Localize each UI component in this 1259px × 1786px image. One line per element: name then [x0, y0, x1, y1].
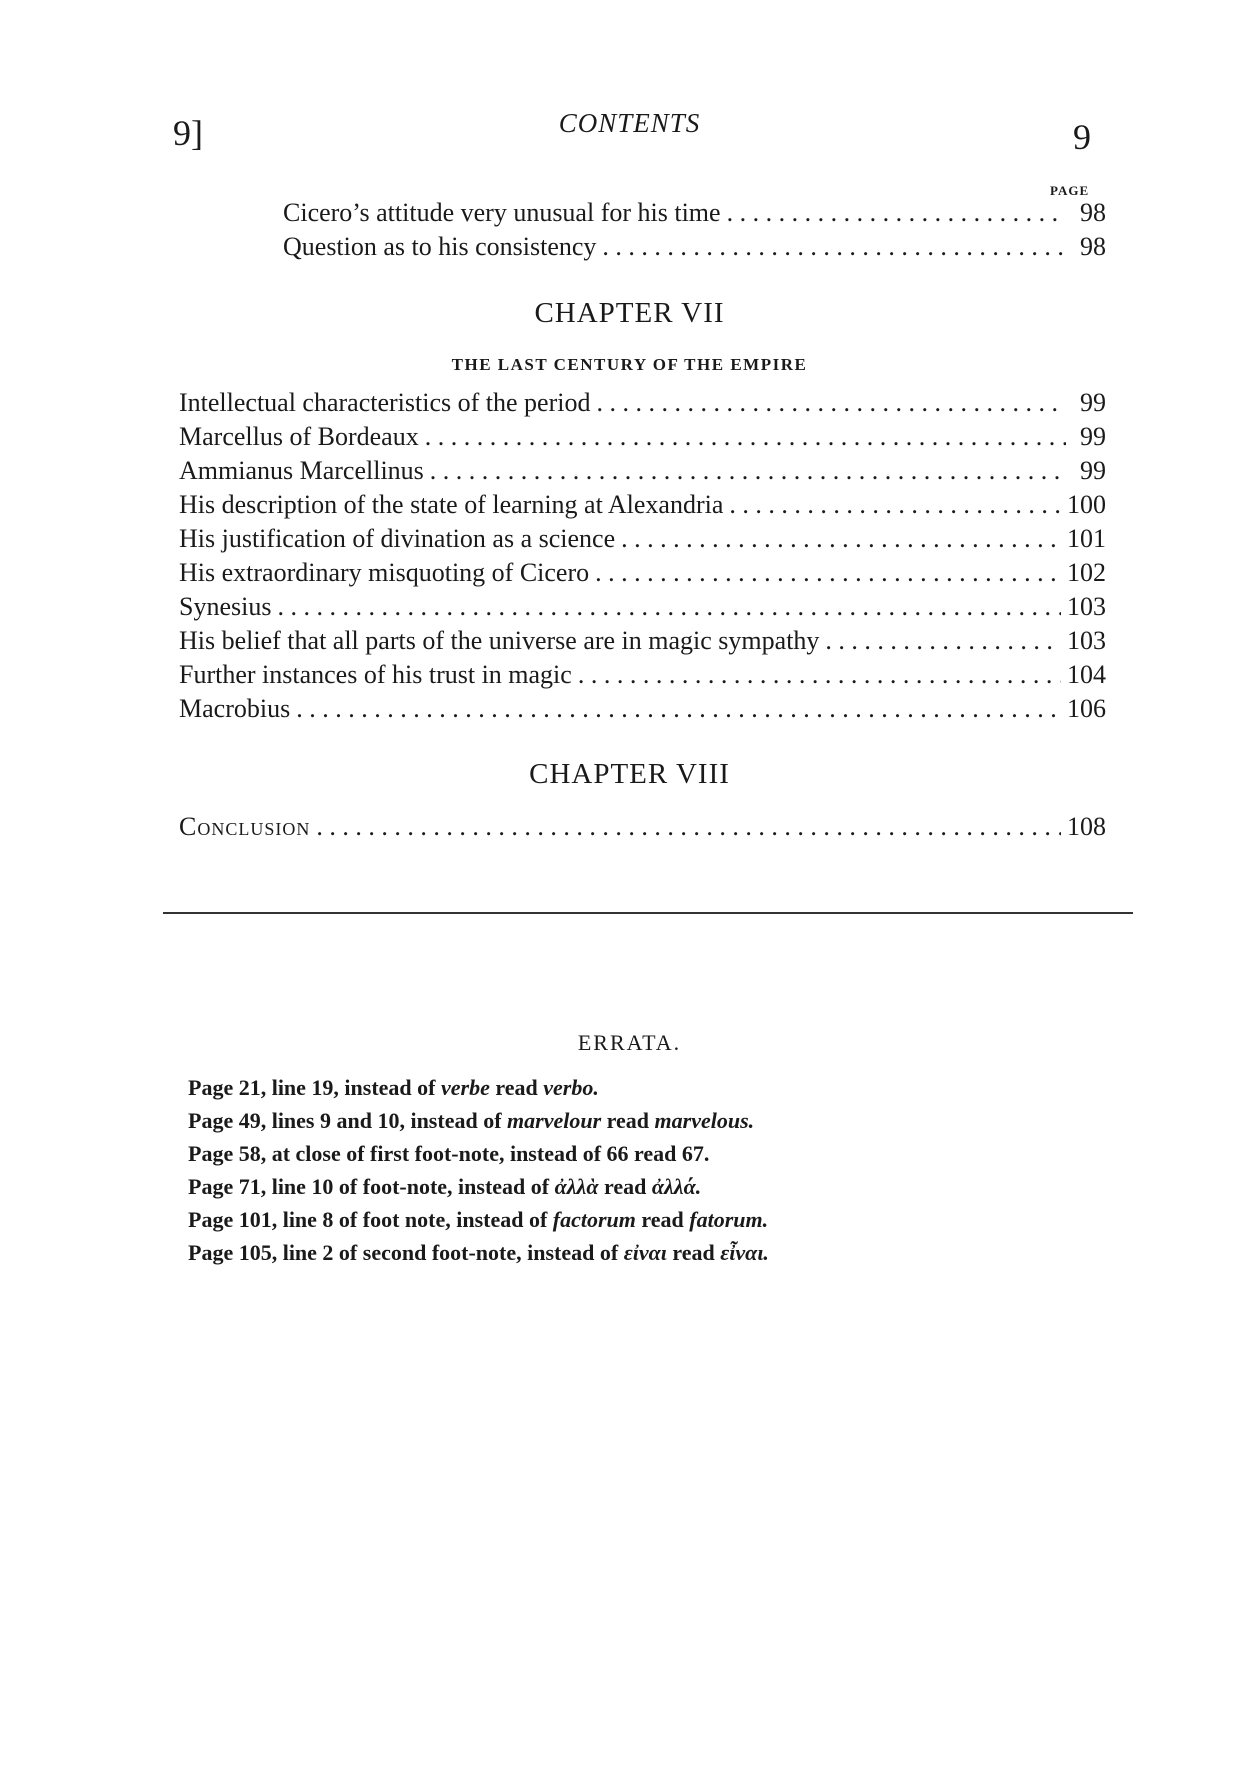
toc-entry-text: His extraordinary misquoting of Cicero — [179, 558, 590, 587]
toc-entry-text: Synesius — [179, 592, 272, 621]
leader-dots — [596, 388, 1066, 418]
toc-entry-page: 98 — [1080, 232, 1106, 261]
errata-item: Page 21, line 19, instead of verbe read verbo. — [188, 1075, 599, 1100]
toc-entry-page: 99 — [1080, 456, 1106, 485]
errata-title: ERRATA. — [577, 1030, 682, 1055]
toc-entry — [179, 422, 1106, 452]
leader-dots — [425, 422, 1066, 452]
toc-entry — [179, 592, 1106, 622]
toc-entry — [179, 626, 1106, 656]
leader-dots — [621, 524, 1061, 554]
toc-entry-text: His justification of divination as a science — [179, 524, 616, 553]
page-column-label: PAGE — [1050, 183, 1090, 198]
toc-entry — [179, 812, 1106, 842]
toc-entry — [179, 694, 1106, 724]
toc-entry-page: 108 — [1067, 812, 1106, 841]
errata-item: Page 101, line 8 of foot note, instead of factorum read fatorum. — [188, 1207, 769, 1232]
toc-entry — [179, 388, 1106, 418]
toc-entry-page: 100 — [1067, 490, 1106, 519]
leader-dots — [430, 456, 1066, 486]
toc-entry — [283, 198, 1106, 228]
toc-entry-text: Cicero’s attitude very unusual for his time — [283, 198, 721, 227]
toc-entry-page: 106 — [1067, 694, 1106, 723]
errata-item: Page 71, line 10 of foot-note, instead of ἀλλὰ read ἀλλά. — [188, 1174, 702, 1199]
leader-dots — [595, 558, 1061, 588]
toc-entry-text: Intellectual characteristics of the period — [179, 388, 591, 417]
leader-dots — [277, 592, 1061, 622]
toc-entry — [283, 232, 1106, 262]
toc-entry-page: 103 — [1067, 626, 1106, 655]
section-divider — [163, 912, 1133, 914]
page-title: CONTENTS — [558, 108, 701, 138]
toc-entry-page: 99 — [1080, 422, 1106, 451]
leader-dots — [727, 198, 1066, 228]
toc-entry-page: 104 — [1067, 660, 1106, 689]
toc-entry-text: Ammianus Marcellinus — [179, 456, 424, 485]
toc-entry — [179, 490, 1106, 520]
chapter-8-heading: CHAPTER VIII — [529, 758, 730, 790]
toc-entry — [179, 558, 1106, 588]
leader-dots — [729, 490, 1061, 520]
toc-entry — [179, 456, 1106, 486]
toc-entry-text: His description of the state of learning at Alexandria — [179, 490, 724, 519]
toc-entry-text: Marcellus of Bordeaux — [179, 422, 419, 451]
toc-entry-text: Macrobius — [179, 694, 291, 723]
running-head-left: 9] — [173, 113, 203, 153]
errata-item: Page 105, line 2 of second foot-note, instead of εἰναι read εἶναι. — [188, 1240, 769, 1265]
leader-dots — [296, 694, 1061, 724]
toc-entry — [179, 524, 1106, 554]
toc-entry-page: 103 — [1067, 592, 1106, 621]
toc-entry-text: Conclusion — [179, 812, 311, 841]
leader-dots — [602, 232, 1066, 262]
chapter-7-heading: CHAPTER VII — [534, 297, 725, 329]
chapter-7-subtitle: THE LAST CENTURY OF THE EMPIRE — [451, 355, 808, 374]
toc-entry — [179, 660, 1106, 690]
page-number: 9 — [1073, 117, 1091, 157]
leader-dots — [316, 812, 1061, 842]
errata-item: Page 58, at close of first foot-note, instead of 66 read 67. — [188, 1141, 710, 1166]
toc-entry-text: Further instances of his trust in magic — [179, 660, 572, 689]
toc-entry-text: Question as to his consistency — [283, 232, 597, 261]
leader-dots — [578, 660, 1061, 690]
errata-item: Page 49, lines 9 and 10, instead of marvelour read marvelous. — [188, 1108, 755, 1133]
toc-entry-text: His belief that all parts of the universe are in magic sympathy — [179, 626, 820, 655]
toc-entry-page: 101 — [1067, 524, 1106, 553]
toc-entry-page: 98 — [1080, 198, 1106, 227]
toc-entry-page: 99 — [1080, 388, 1106, 417]
toc-entry-page: 102 — [1067, 558, 1106, 587]
leader-dots — [825, 626, 1061, 656]
